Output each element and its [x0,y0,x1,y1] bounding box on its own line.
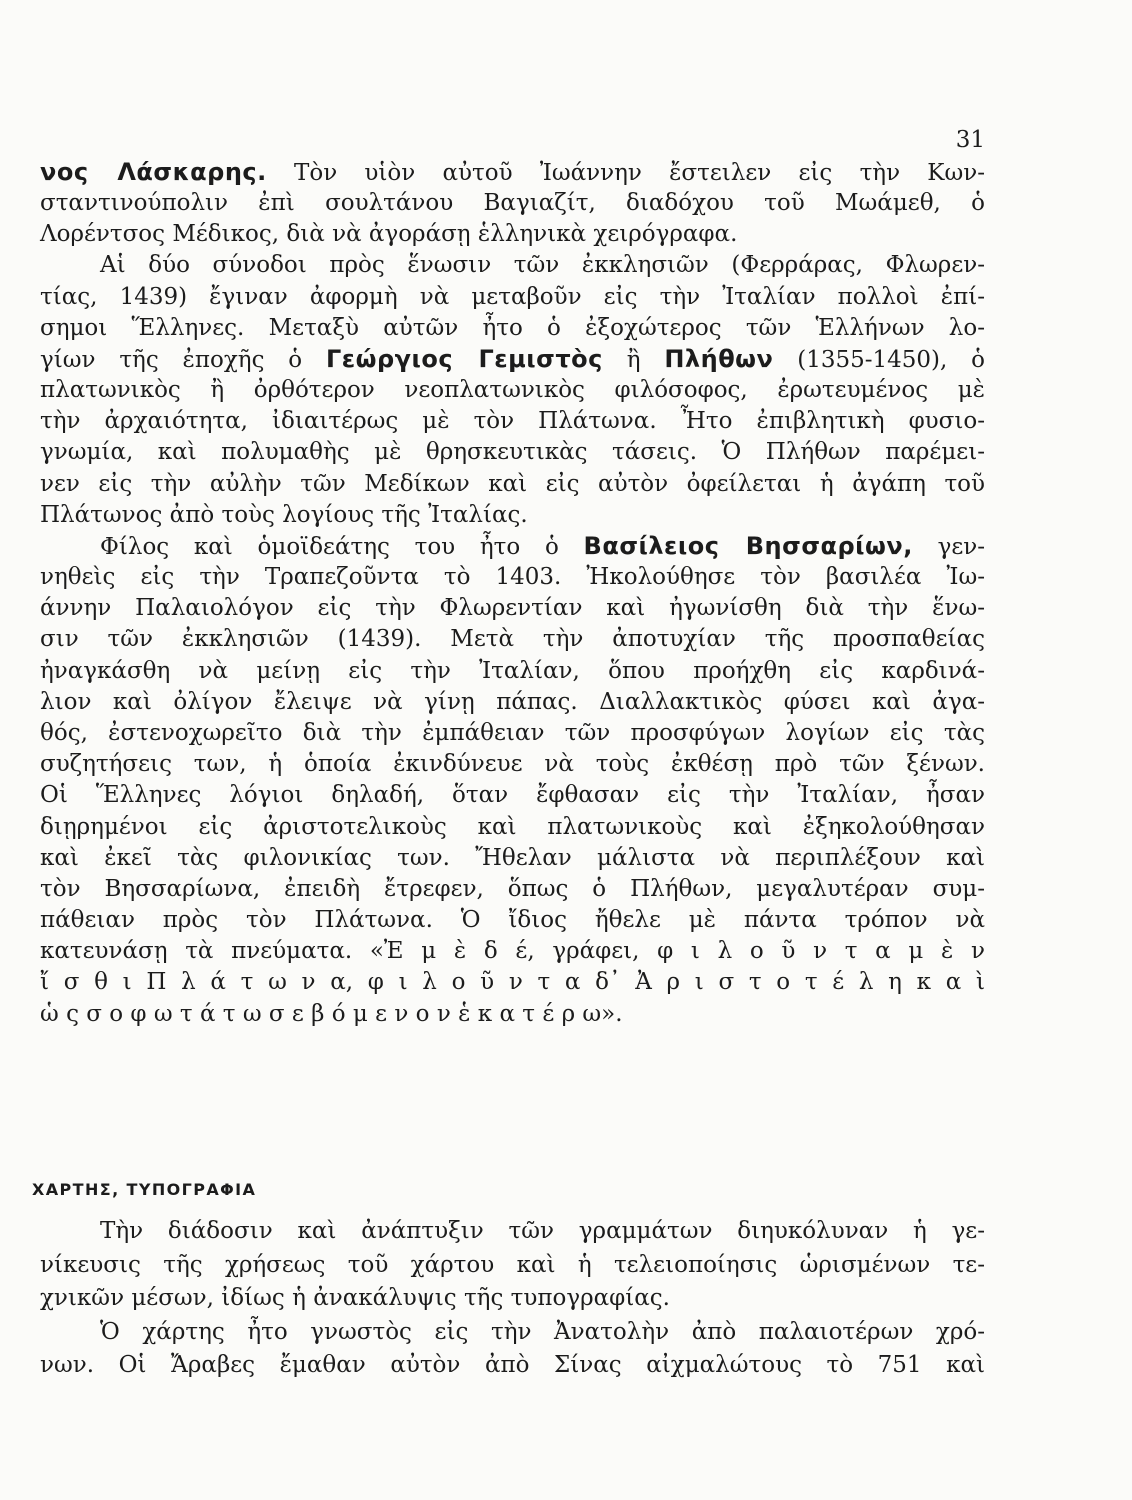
text-line: λιον καὶ ὀλίγον ἔλειψε νὰ γίνῃ πάπας. Διαλλακτικὸς φύσει καὶ ἀγα- [40,689,985,715]
text-span: ἢ [626,347,641,373]
text-line: σιν τῶν ἐκκλησιῶν (1439). Μετὰ τὴν ἀποτυχίαν τῆς προσπαθείας [40,626,985,652]
text-span: Τὸν υἱὸν αὐτοῦ Ἰωάννην ἔστειλεν εἰς τὴν Κων- [266,160,985,186]
text-line: Αἱ δύο σύνοδοι πρὸς ἕνωσιν τῶν ἐκκλησιῶν (Φερράρας, Φλωρεν- [100,252,985,278]
text-span: γίων τῆς ἐποχῆς ὁ [40,347,303,373]
text-line: καὶ ἐκεῖ τὰς φιλονικίας των. Ἤθελαν μάλιστα νὰ περιπλέξουν καὶ [40,845,985,871]
page-number: 31 [955,127,985,153]
text-line: Λορέντσος Μέδικος, διὰ νὰ ἀγοράσῃ ἑλληνικὰ χειρόγραφα. [40,221,738,247]
text-line: χνικῶν μέσων, ἰδίως ἡ ἀνακάλυψις τῆς τυπογραφίας. [40,1285,670,1311]
text-line: Ὁ χάρτης ἦτο γνωστὸς εἰς τὴν Ἀνατολὴν ἀπὸ παλαιοτέρων χρό- [100,1319,985,1345]
text-line: κατευνάσῃ τὰ πνεύματα. «Ἐ μ ὲ δ έ, γράφει, φ ι λ ο ῦ ν τ α μ ὲ ν [40,938,985,964]
text-line: νων. Οἱ Ἄραβες ἔμαθαν αὐτὸν ἀπὸ Σίνας αἰχμαλώτους τὸ 751 καὶ [40,1352,985,1378]
text-line: θός, ἐστενοχωρεῖτο διὰ τὴν ἐμπάθειαν τῶν προσφύγων λογίων εἰς τὰς [40,720,985,746]
text-line: άννην Παλαιολόγον εἰς τὴν Φλωρεντίαν καὶ ἠγωνίσθη διὰ τὴν ἕνω- [40,595,985,621]
bold-name: Πλήθων [664,345,774,373]
text-span: Φίλος καὶ ὁμοϊδεάτης του ἦτο ὁ [100,534,559,560]
bold-name: νος Λάσκαρης. [40,158,267,186]
text-line: πάθειαν πρὸς τὸν Πλάτωνα. Ὁ ἴδιος ἤθελε μὲ πάντα τρόπον νὰ [40,907,985,933]
text-line: ἠναγκάσθη νὰ μείνῃ εἰς τὴν Ἰταλίαν, ὅπου προήχθη εἰς καρδινά- [40,658,985,684]
text-line: τὸν Βησσαρίωνα, ἐπειδὴ ἔτρεφεν, ὅπως ὁ Πλήθων, μεγαλυτέραν συμ- [40,876,985,902]
text-line: πλατωνικὸς ἢ ὀρθότερον νεοπλατωνικὸς φιλόσοφος, ἐρωτευμένος μὲ [40,377,985,403]
text-line [100,530,985,562]
section-heading: ΧΑΡΤΗΣ, ΤΥΠΟΓΡΑΦΙΑ [32,1180,257,1199]
text-line: νίκευσις τῆς χρήσεως τοῦ χάρτου καὶ ἡ τελειοποίησις ὡρισμένων τε- [40,1252,985,1278]
text-line: τίας, 1439) ἔγιναν ἀφορμὴ νὰ μεταβοῦν εἰς τὴν Ἰταλίαν πολλοὶ ἐπί- [40,284,985,310]
text-line: σταντινούπολιν ἐπὶ σουλτάνου Βαγιαζίτ, διαδόχου τοῦ Μωάμεθ, ὁ [40,190,985,216]
text-line: νηθεὶς εἰς τὴν Τραπεζοῦντα τὸ 1403. Ἠκολούθησε τὸν βασιλέα Ἰω- [40,564,985,590]
text-line: γνωμία, καὶ πολυμαθὴς μὲ θρησκευτικὰς τάσεις. Ὁ Πλήθων παρέμει- [40,439,985,465]
text-line: διῃρημένοι εἰς ἀριστοτελικοὺς καὶ πλατωνικοὺς καὶ ἐξηκολούθησαν [40,814,985,840]
bold-name: Γεώργιος Γεμιστὸς [325,345,603,373]
text-line: συζητήσεις των, ἡ ὁποία ἐκινδύνευε νὰ τοὺς ἐκθέσῃ πρὸ τῶν ξένων. [40,751,985,777]
text-line: ὡ ς σ ο φ ω τ ά τ ω σ ε β ό μ ε ν ο ν ἑ κ α τ έ ρ ω». [40,1001,623,1027]
text-line [40,156,985,188]
text-line: σημοι Ἕλληνες. Μεταξὺ αὐτῶν ἦτο ὁ ἐξοχώτερος τῶν Ἑλλήνων λο- [40,315,985,341]
text-line: Οἱ Ἕλληνες λόγιοι δηλαδή, ὅταν ἔφθασαν εἰς τὴν Ἰταλίαν, ἦσαν [40,782,985,808]
text-span: γεν- [937,534,986,560]
text-line: τὴν ἀρχαιότητα, ἰδιαιτέρως μὲ τὸν Πλάτωνα. Ἦτο ἐπιβλητικὴ φυσιο- [40,408,985,434]
text-line: Τὴν διάδοσιν καὶ ἀνάπτυξιν τῶν γραμμάτων διηυκόλυναν ἡ γε- [100,1218,985,1244]
text-line: νεν εἰς τὴν αὐλὴν τῶν Μεδίκων καὶ εἰς αὐτὸν ὀφείλεται ἡ ἀγάπη τοῦ [40,471,985,497]
text-line: ἴ σ θ ι Π λ ά τ ω ν α, φ ι λ ο ῦ ν τ α δ᾽ Ἀ ρ ι σ τ ο τ έ λ η κ α ὶ [40,969,985,995]
text-span: (1355-1450), ὁ [797,347,986,373]
text-line [40,343,985,375]
bold-name: Βασίλειος Βησσαρίων, [583,532,913,560]
text-line: Πλάτωνος ἀπὸ τοὺς λογίους τῆς Ἰταλίας. [40,502,528,528]
